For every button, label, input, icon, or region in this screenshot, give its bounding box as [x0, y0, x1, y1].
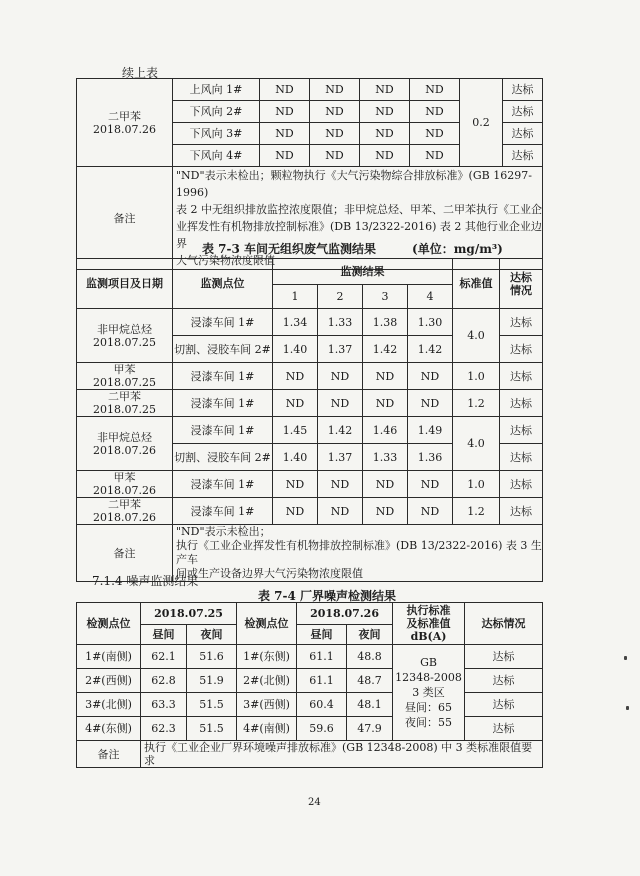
- table-7-3-caption: 表 7-3 车间无组织废气监测结果 (单位：mg/m³): [202, 242, 503, 256]
- value-cell: ND: [408, 471, 453, 498]
- header-day: 昼间: [141, 625, 187, 645]
- header-date-2: 2018.07.26: [297, 603, 393, 625]
- status-cell: 达标: [465, 669, 543, 693]
- table-row: [77, 390, 543, 417]
- header-results: 监测结果: [273, 259, 453, 285]
- value-cell: ND: [318, 363, 363, 390]
- value-cell: 1.42: [318, 417, 363, 444]
- scan-speck: [624, 656, 627, 660]
- standard-cell: 1.2: [453, 390, 500, 417]
- value-cell: 51.6: [187, 645, 237, 669]
- status-cell: 达标: [500, 471, 543, 498]
- value-cell: ND: [310, 101, 360, 123]
- item-date-cell: 二甲苯 2018.07.25: [77, 390, 173, 417]
- value-cell: ND: [408, 498, 453, 525]
- value-cell: 1.33: [318, 309, 363, 336]
- status-cell: 达标: [465, 717, 543, 741]
- value-cell: 61.1: [297, 645, 347, 669]
- table-row: [77, 693, 543, 717]
- value-cell: ND: [273, 498, 318, 525]
- point-cell: 2#(北侧): [237, 669, 297, 693]
- table-row: [77, 498, 543, 525]
- note-label: 备注: [77, 741, 141, 768]
- value-cell: ND: [260, 101, 310, 123]
- point-cell: 下风向 4#: [173, 145, 260, 167]
- value-cell: 48.1: [347, 693, 393, 717]
- value-cell: ND: [363, 390, 408, 417]
- item-date-cell: 非甲烷总烃 2018.07.26: [77, 417, 173, 471]
- standard-cell: 1.0: [453, 363, 500, 390]
- value-cell: ND: [260, 123, 310, 145]
- standard-cell: 1.0: [453, 471, 500, 498]
- table-row: [77, 417, 543, 444]
- header-date-1: 2018.07.25: [141, 603, 237, 625]
- value-cell: 60.4: [297, 693, 347, 717]
- point-cell: 浸漆车间 1#: [173, 390, 273, 417]
- table-row: [77, 471, 543, 498]
- table-7-4: [76, 602, 543, 768]
- table-row: [77, 363, 543, 390]
- value-cell: ND: [273, 363, 318, 390]
- value-cell: 51.5: [187, 717, 237, 741]
- value-cell: 62.3: [141, 717, 187, 741]
- value-cell: 1.37: [318, 444, 363, 471]
- table-row: [77, 669, 543, 693]
- value-cell: 1.40: [273, 336, 318, 363]
- value-cell: ND: [360, 123, 410, 145]
- status-cell: 达标: [465, 693, 543, 717]
- header-status: 达标情况: [465, 603, 543, 645]
- value-cell: ND: [410, 101, 460, 123]
- note-text: "ND"表示未检出； 执行《工业企业挥发性有机物排放控制标准》(DB 13/2322-2016) 表 3 生产车 间或生产设备边界大气污染物浓度限值: [173, 525, 543, 582]
- point-cell: 3#(西侧): [237, 693, 297, 717]
- standard-cell: 1.2: [453, 498, 500, 525]
- page-number: 24: [308, 797, 321, 808]
- status-cell: 达标: [503, 101, 543, 123]
- point-cell: 下风向 2#: [173, 101, 260, 123]
- header-point-1: 检测点位: [77, 603, 141, 645]
- value-cell: 1.42: [408, 336, 453, 363]
- value-cell: ND: [410, 145, 460, 167]
- unit-label: (单位：mg/m³): [412, 242, 503, 256]
- value-cell: 48.7: [347, 669, 393, 693]
- section-title: 7.1.4 噪声监测结果: [92, 574, 199, 588]
- value-cell: 51.5: [187, 693, 237, 717]
- value-cell: 1.30: [408, 309, 453, 336]
- header-col-3: 3: [363, 285, 408, 309]
- value-cell: ND: [360, 145, 410, 167]
- point-cell: 1#(南侧): [77, 645, 141, 669]
- scan-speck: [626, 706, 629, 710]
- standard-value-cell: GB 12348-2008 3 类区 昼间：65 夜间：55: [393, 645, 465, 741]
- point-cell: 浸漆车间 1#: [173, 417, 273, 444]
- value-cell: 1.36: [408, 444, 453, 471]
- point-cell: 切割、浸胶车间 2#: [173, 444, 273, 471]
- value-cell: 61.1: [297, 669, 347, 693]
- value-cell: ND: [408, 390, 453, 417]
- header-standard: 执行标准 及标准值 dB(A): [393, 603, 465, 645]
- point-cell: 3#(北侧): [77, 693, 141, 717]
- status-cell: 达标: [500, 390, 543, 417]
- header-col-2: 2: [318, 285, 363, 309]
- header-item-date: 监测项目及日期: [77, 259, 173, 309]
- value-cell: ND: [363, 363, 408, 390]
- continued-label: 续上表: [122, 66, 159, 80]
- value-cell: 1.33: [363, 444, 408, 471]
- point-cell: 浸漆车间 1#: [173, 363, 273, 390]
- value-cell: ND: [273, 471, 318, 498]
- item-date-cell: 甲苯 2018.07.26: [77, 471, 173, 498]
- value-cell: ND: [260, 145, 310, 167]
- value-cell: 63.3: [141, 693, 187, 717]
- value-cell: ND: [260, 79, 310, 101]
- status-cell: 达标: [503, 123, 543, 145]
- status-cell: 达标: [503, 79, 543, 101]
- table-row: [77, 645, 543, 669]
- table-7-3: [76, 258, 543, 582]
- value-cell: ND: [318, 498, 363, 525]
- value-cell: ND: [360, 79, 410, 101]
- header-day: 昼间: [297, 625, 347, 645]
- status-cell: 达标: [500, 444, 543, 471]
- status-cell: 达标: [500, 336, 543, 363]
- value-cell: ND: [310, 145, 360, 167]
- value-cell: 1.34: [273, 309, 318, 336]
- point-cell: 4#(南侧): [237, 717, 297, 741]
- point-cell: 浸漆车间 1#: [173, 309, 273, 336]
- note-label: 备注: [77, 525, 173, 582]
- value-cell: 1.38: [363, 309, 408, 336]
- value-cell: 48.8: [347, 645, 393, 669]
- point-cell: 上风向 1#: [173, 79, 260, 101]
- value-cell: ND: [360, 101, 410, 123]
- status-cell: 达标: [465, 645, 543, 669]
- header-col-1: 1: [273, 285, 318, 309]
- header-night: 夜间: [187, 625, 237, 645]
- note-text: "ND"表示未检出；颗粒物执行《大气污染物综合排放标准》(GB 16297-1996) 表 2 中无组织排放监控浓度限值；非甲烷总烃、甲苯、二甲苯执行《工业企 业挥发性有机物排放控制标准》(DB 13/2322-2016) 表 2 其他行业企业边界 大气污染物浓度限值: [173, 167, 543, 270]
- item-date-cell: 二甲苯 2018.07.26: [77, 79, 173, 167]
- status-cell: 达标: [500, 417, 543, 444]
- value-cell: ND: [318, 390, 363, 417]
- point-cell: 下风向 3#: [173, 123, 260, 145]
- header-col-4: 4: [408, 285, 453, 309]
- point-cell: 1#(东侧): [237, 645, 297, 669]
- value-cell: 1.46: [363, 417, 408, 444]
- value-cell: ND: [410, 123, 460, 145]
- value-cell: 47.9: [347, 717, 393, 741]
- point-cell: 4#(东侧): [77, 717, 141, 741]
- table-row: [77, 309, 543, 336]
- point-cell: 2#(西侧): [77, 669, 141, 693]
- point-cell: 浸漆车间 1#: [173, 471, 273, 498]
- point-cell: 浸漆车间 1#: [173, 498, 273, 525]
- value-cell: 62.8: [141, 669, 187, 693]
- item-date-cell: 非甲烷总烃 2018.07.25: [77, 309, 173, 363]
- status-cell: 达标: [500, 498, 543, 525]
- header-standard: 标准值: [453, 259, 500, 309]
- status-cell: 达标: [500, 363, 543, 390]
- table-row: [77, 717, 543, 741]
- value-cell: 1.40: [273, 444, 318, 471]
- value-cell: ND: [310, 123, 360, 145]
- status-cell: 达标: [500, 309, 543, 336]
- value-cell: ND: [410, 79, 460, 101]
- header-status: 达标 情况: [500, 259, 543, 309]
- value-cell: 1.45: [273, 417, 318, 444]
- point-cell: 切割、浸胶车间 2#: [173, 336, 273, 363]
- header-point-2: 检测点位: [237, 603, 297, 645]
- value-cell: 1.42: [363, 336, 408, 363]
- item-date-cell: 甲苯 2018.07.25: [77, 363, 173, 390]
- status-cell: 达标: [503, 145, 543, 167]
- header-night: 夜间: [347, 625, 393, 645]
- item-date-cell: 二甲苯 2018.07.26: [77, 498, 173, 525]
- note-label: 备注: [77, 167, 173, 270]
- value-cell: ND: [408, 363, 453, 390]
- value-cell: ND: [363, 471, 408, 498]
- value-cell: ND: [310, 79, 360, 101]
- value-cell: ND: [363, 498, 408, 525]
- header-point: 监测点位: [173, 259, 273, 309]
- note-text: 执行《工业企业厂界环境噪声排放标准》(GB 12348-2008) 中 3 类标准限值要求: [141, 741, 543, 768]
- value-cell: 59.6: [297, 717, 347, 741]
- standard-cell: 4.0: [453, 309, 500, 363]
- value-cell: 1.49: [408, 417, 453, 444]
- table-7-4-caption: 表 7-4 厂界噪声检测结果: [258, 589, 397, 603]
- value-cell: ND: [318, 471, 363, 498]
- value-cell: 62.1: [141, 645, 187, 669]
- standard-cell: 0.2: [460, 79, 503, 167]
- value-cell: 51.9: [187, 669, 237, 693]
- standard-cell: 4.0: [453, 417, 500, 471]
- value-cell: ND: [273, 390, 318, 417]
- value-cell: 1.37: [318, 336, 363, 363]
